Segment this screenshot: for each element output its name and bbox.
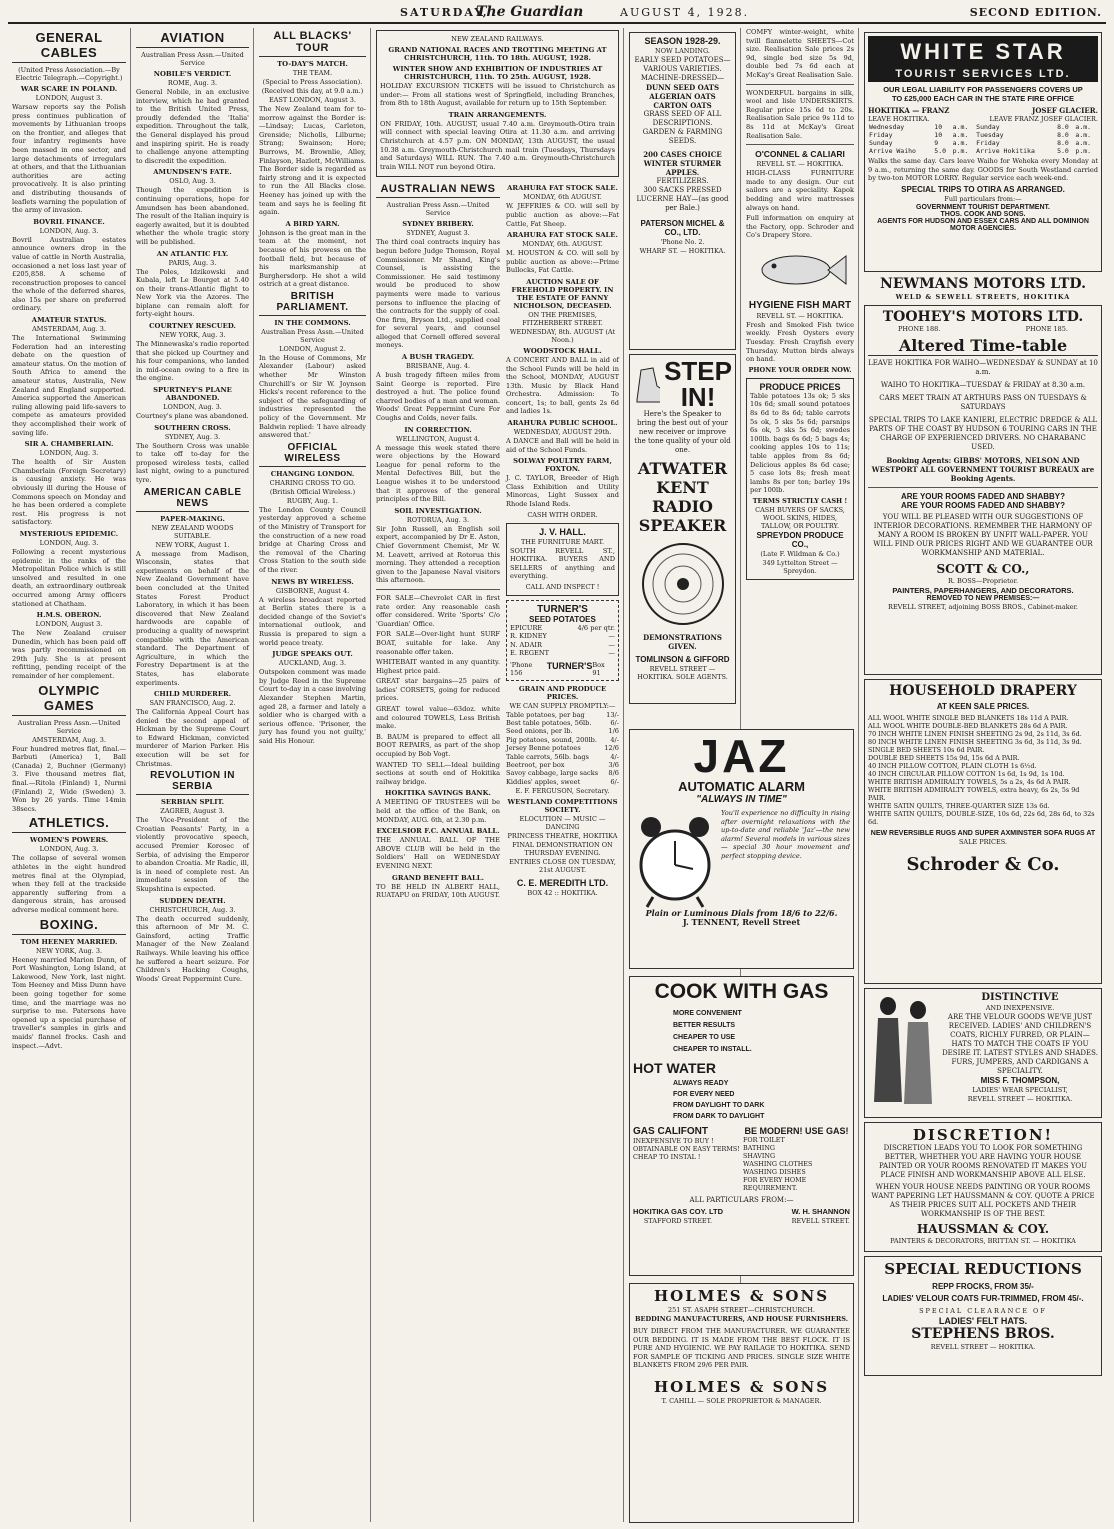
hall-ad: J. V. HALL. THE FURNITURE MART. SOUTH REVELL ST., HOKITIKA. BUYERS AND SELLERS of anything and everything. CALL AND INSPECT ! bbox=[506, 523, 619, 596]
produce-prices-ad: PRODUCE PRICES Table potatoes 13s ok; 5 sks 10s 6d; small sound potatoes 8s 6d to 8s 6d; table carrots 5s ok, 5 sks 5s 6d; parsnips 6s ok, 5 sks 5s 6d; swedes 100lb. bags 6s 6d; 5 bags 4s; cooking apples 10s to 11s; table apples from 8s 6d; Delicious apples 8s 6d case; 5 case lots 8s; fresh meat lambs 8s per ton; barley 19s per 100lb. TERMS STRICTLY CASH ! CASH BUYERS OF SACKS, WOOL SKINS, HIDES, TALLOW, OR POULTRY. SPREYDON PRODUCE CO., (Late F. Wildman & Co.) 349 Lyttelton Street — Spreydon. bbox=[746, 378, 854, 580]
column-railways-australian bbox=[372, 28, 623, 1522]
price-row: Kiddies' apples, sweet 6/- bbox=[506, 777, 619, 786]
price-row: Table potatoes, per bag 13/- bbox=[506, 710, 619, 719]
underskirts-ad: WONDERFUL bargains in silk, wool and lisle UNDERSKIRTS. Regular price 15s 6d to 20s. Realisation Sale price 9s 11d to 8s 11d at McKay's Great Realisation Sale. bbox=[746, 88, 854, 140]
classified-ad: B. BAUM is prepared to effect all BOOT REPAIRS, as part of the shop occupied by Bob Vogt. bbox=[376, 732, 500, 759]
local-advertisements: ARAHURA FAT STOCK SALE. MONDAY, 6th AUGUST. W. JEFFRIES & CO. will sell by public auction as above:—Fat Cattle, Fat Sheep. ARAHURA FAT STOCK SALE. MONDAY, 6th. AUGUST. M. HOUSTON & CO. will sell by public auction as above:—Prime Bullocks, Fat Cattle. AUCTION SALE OF FREEHOLD PROPERTY. IN THE ESTATE OF FANNY NICHOLSON, DECEASED. ON THE PREMISES, FITZHERBERT STREET. WEDNESDAY, 8th. AUGUST (At Noon.) WOODSTOCK HALL. A CONCERT AND BALL in aid of the School Funds will be held in the School, MONDAY, AUGUST 13th. Music by Black Hand Orchestra. Admission: To concert, 1s; to ball, gents 2s 6d and ladies 1s. ARAHURA PUBLIC SCHOOL. WEDNESDAY, AUGUST 29th. A DANCE and Ball will be held in aid of the School Funds. SOLWAY POULTRY FARM, FOXTON. J. C. TAYLOR, Breeder of High Class Exhibition and Utility Minorcas, Light Sussex and Rhode Island Reds. CASH WITH ORDER. J. V. HALL. THE FURNITURE MART. SOUTH REVELL ST., HOKITIKA. BUYERS AND SELLERS of anything and everything. CALL AND INSPECT ! TURNER'S SEED POTATOES EPICURE 4/6 per qtr. R. KIDNEY — N. ADAIR — E. REGENT — 'Phone 156 TURNER'S Box 91 GRAIN AND PRODUCE PRICES. WE CAN SUPPLY PROMPTLY:— Table potatoes, per bag 13/- Best table potatoes, 56lb. 6/- Seed onions, per lb. 1/6 Pig potatoes, sound, 200lb. 4/- Jersey Benne potatoes 12/6 Table carrots, 56lb. bags 4/- Beetroot, per box 3/6 Savoy cabbage, large sacks 8/6 Kiddies' apples, sweet 6/- E. F. FERGUSON, Secretary. WESTLAND COMPETITIONS SOCIETY. ELOCUTION — MUSIC — DANCING PRINCESS THEATRE, HOKITIKA FINAL DEMONSTRATION ON THURSDAY EVENING. ENTRIES CLOSE ON TUESDAY, 21st AUGUST. C. E. MEREDITH LTD. BOX 42 :: HOKITIKA. bbox=[506, 184, 619, 898]
cook-with-gas-ad: COOK WITH GAS MORE CONVENIENT BETTER RESULTS CHEAPER TO USE CHEAPER TO INSTALL. HOT WATER ALWAYS READY FOR EVERY NEED FROM DAYLIGHT TO DARK FROM DARK TO DAYLIGHT GAS CALIFONT INEXPENSIVE TO BUY ! OBTAINABLE ON EASY TERMS! CHEAP TO INSTAL ! BE MODERN! USE GAS! FOR TOILET BATHING SHAVING WASHING CLOTHES WASHING DISHES FOR EVERY HOME REQUIREMENT. ALL PARTICULARS FROM:— HOKITIKA GAS COY. LTD STAFFORD STREET. W. H. SHANNON REVELL STREET. bbox=[629, 976, 854, 1276]
story: The New Zealand team for to-morrow against the Border is:—Lindsay; Lucas, Carleton, Grenside; Nicholls, Lilburne; Strang; Swainson; Hore; Burrows, M. Brownlie, Alley, Finlayson, Hazlett, McWilliams. The Border side is regarded as fairly strong and it is expected to run the All Blacks close. Heeney has joined up with the team and says he is feeling fit again. bbox=[259, 105, 366, 217]
white-star-timetable bbox=[868, 123, 1098, 155]
newmans-motors-ad: NEWMANS MOTORS LTD. WELD & SEWELL STREETS, HOKITIKA bbox=[880, 276, 1086, 301]
classified-ad: GREAT star bargains—25 pairs of ladies' CORSETS, going for reduced prices. bbox=[376, 677, 500, 703]
white-star-ad: WHITE STAR TOURIST SERVICES LTD. OUR LEGAL LIABILITY FOR PASSENGERS COVERS UP TO £25,000 EACH CAR IN THE STATE FIRE OFFICE HOKITIKA — FRANZ JOSEF GLACIER. LEAVE HOKITIKA. LEAVE FRANZ JOSEF GLACIER. Wednesday 10 a.m. Sunday 8.0 a.m. Friday 10 a.m. Tuesday 8.0 a.m. Sunday 9 a.m. Friday 8.0 a.m. Arrive Waiho 5.0 p.m. Arrive Hokitika 5.0 p.m. Walks the same day. Cars leave Waiho for Weheka every Monday at 9 a.m., returning the same day. GOODS for South Westland carried by two-ton MOTOR LORRY. Regular service each week-end. SPECIAL TRIPS TO OTIRA AS ARRANGED. Full particulars from:— GOVERNMENT TOURIST DEPARTMENT. THOS. COOK AND SONS. AGENTS FOR HUDSON AND ESSEX CARS AND ALL DOMINION MOTOR AGENCIES. bbox=[864, 32, 1102, 272]
story: AN ATLANTIC FLY. PARIS, Aug. 3. The Poles, Idzikowski and Kubala, left Le Bourget at 5.40 on their trans-Atlantic flight to New York via the Azores. The biplane can remain aloft for forty-eight hours. bbox=[136, 249, 249, 319]
railways-notice: NEW ZEALAND RAILWAYS. GRAND NATIONAL RACES AND TROTTING MEETING AT CHRISTCHURCH, 11th. TO 18th. AUGUST, 1928. WINTER SHOW AND EXHIBITION OF INDUSTRIES AT CHRISTCHURCH, 11th. TO 25th. AUGUST, 1928. HOLIDAY EXCURSION TICKETS will be issued to Christchurch as under:— From all stations west of Springfield, including Branches, from 8th to 18th August, available for return up to 15th September. TRAIN ARRANGEMENTS. ON FRIDAY, 10th. AUGUST, usual 7.40 a.m. Greymouth-Otira train will connect with special leaving Otira at 11.30 a.m. and arriving Christchurch at 4.57 p.m. ON MONDAY, 13th AUGUST, the usual 10.38 a.m. Greymouth-Christchurch mail train (Tuesdays, Thursdays and Saturdays) WILL RUN. The 7.40 a.m. Greymouth-Christchurch train WILL NOT run beyond Otira. bbox=[376, 30, 619, 177]
story: The death occurred suddenly, this afternoon of Mr M. C. Gainsford, acting Traffic Manager of the New Zealand Railways. While leaving his office he suffered a heart seizure. For Children's Hacking Coughs, Woods' Great Peppermint Cure. bbox=[136, 914, 249, 983]
story: MYSTERIOUS EPIDEMIC. LONDON, Aug. 3. Following a recent mysterious epidemic in the ranks of the Metropolitan Police which is still unsolved and resulted in one death, an extraordinary outbreak occurred among Army officers stationed at Chatham. bbox=[12, 529, 126, 608]
fish-icon bbox=[750, 242, 850, 298]
classified-ad: WHITEBAIT wanted in any quantity. Highest price paid. bbox=[376, 658, 500, 675]
fish-mart-title: HYGIENE FISH MART bbox=[748, 299, 852, 311]
section-heading: AMERICAN CABLE NEWS bbox=[136, 487, 249, 512]
story: The California Appeal Court has denied the second appeal of Hickman by the Supreme Court to Edward Hickman, convicted murderer of Marion Parker. His execution will be set for Christmas. bbox=[136, 708, 249, 768]
column-all-blacks: ALL BLACKS' TOUR TO-DAY'S MATCH. THE TEAM. (Special to Press Association). (Received this day, at 9.0 a.m.) EAST LONDON, August 3. The New Zealand team for to-morrow against the Border is:—Lindsay; Lucas, Carleton, Grenside; Nicholls, Lilburne; Strang; Swainson; Hore; Burrows, M. Brownlie, Alley, Finlayson, Hazlett, McWilliams. The Border side is regarded as fairly strong and it is expected to run the All Blacks close. Heeney has joined up with the team and says he is feeling fit again. A BIRD YARN. Johnson is the great man in the team at the moment, not because of his prowess on the football field, but because of his marksmanship at Burghersdorp. He shot a wild ostrich at a great distance. BRITISH PARLIAMENT. IN THE COMMONS. Australian Press Assn.—United Service LONDON, August 2. In the House of Commons, Mr Alexander (Labour) asked whether Mr Winston Churchill's or Sir W. Joynson Hicks's recent reference to the subject of the safeguarding of industries represented the policy of the Government. Mr Baldwin replied: 'I have already answered that.' OFFICIAL WIRELESS CHANGING LONDON. CHARING CROSS TO GO. (British Official Wireless.) RUGBY, Aug. 1. The London County Council yesterday approved a scheme of the Ministry of Transport for the construction of a new road bridge at Charing Cross and the removal of the Charing Cross Station to the south side of the river. NEWS BY WIRELESS. GISBORNE, August 4. A wireless broadcast reported at Berlin states there is a decided change of the Soviet's international outlook, and Russia is prepared to sign a world peace treaty. JUDGE SPEAKS OUT. AUCKLAND, Aug. 3. Outspoken comment was made by Judge Reed in the Supreme Court to-day in a case involving Alexander Stephen Martin, aged 28, a farmer and lately a soldier who is charged with a serious offence. 'Prisoner, the jury has found you not guilty,' said His Honour. bbox=[259, 30, 366, 745]
jaz-alarm-ad: JAZ AUTOMATIC ALARM "ALWAYS IN TIME" You'll experience no difficulty in rising after overnight relaxations with the up-to-date and reliable 'Jaz'—the new alarm! Several models in various sizes — special 30 hour movement and perfect stopping device. Plain or Luminous Dials from 18/6 to 22/6. J. TENNENT, Revell Street bbox=[629, 729, 854, 969]
credit-line: (United Press Association.—By Electric Telegraph.—Copyright.) bbox=[15, 66, 123, 82]
price-row: Savoy cabbage, large sacks 8/6 bbox=[506, 769, 619, 778]
price-row: Jersey Benne potatoes 12/6 bbox=[506, 744, 619, 753]
household-drapery-ad: HOUSEHOLD DRAPERY AT KEEN SALE PRICES. ALL WOOL WHITE SINGLE BED BLANKETS 18s 11d A PAIR. ALL WOOL WHITE DOUBLE-BED BLANKETS 28s 6d A PAIR. 70 INCH WHITE LINEN FINISH SHEETING 2s 9d, 2s 11d, 3s 6d. 80 INCH WHITE LINEN FINISH SHEETING 3s 6d, 3s 11d, 3s 9d. SINGLE BED SHEETS 10s 6d PAIR. DOUBLE BED SHEETS 15s 9d, 15s 6d A PAIR. 40 INCH PILLOW COTTON, PLAIN CLOTH 1s 6½d. 40 INCH CIRCULAR PILLOW COTTON 1s 6d, 1s 9d, 1s 10d. WHITE BRITISH ADMIRALTY TOWELS, 5s a 2s, 4s 6d A PAIR. WHITE BRITISH ADMIRALTY TOWELS, extra heavy, 6s 2s, 5s 9d PAIR. WHITE SATIN QUILTS, THREE-QUARTER SIZE 13s 6d. WHITE SATIN QUILTS, DOUBLE-SIZE, 10s 6d, 22s 6d, 28s 6d, to 32s 6d. NEW REVERSIBLE RUGS AND SUPER AXMINSTER SOFA RUGS AT SALE PRICES. Schroder & Co. bbox=[864, 679, 1102, 984]
masthead-edition: SECOND EDITION. bbox=[969, 6, 1102, 19]
column-advertisements-b: COMFY winter-weight, white twill flannelette SHEETS—Cot size. Realisation Sale prices 2s 9d, single bed size 5s 9d, double bed 7s 6d each at McKay's Great Realisation Sale. WONDERFUL bargains in silk, wool and lisle UNDERSKIRTS. Regular price 15s 6d to 20s. Realisation Sale price 9s 11d to 8s 11d at McKay's Great Realisation Sale. O'CONNEL & CALIARI REVELL ST. — HOKITIKA. HIGH-CLASS FURNITURE made to any design. Our cut sailors are a speciality. Kapok bedding and wire mattresses always on hand. Full information on enquiry at the Factory, opp. Schroder and Co's Drapery Store. HYGIENE FISH MART REVELL ST. — HOKITIKA. Fresh and Smoked Fish twice weekly. Fresh Oysters every Tuesday. Fresh Crayfish every Thursday. Mutton birds always on hand. PHONE YOUR ORDER NOW. PRODUCE PRICES Table potatoes 13s ok; 5 sks 10s 6d; small sound potatoes 8s 6d to 8s 6d; table carrots 5s ok, 5 sks 5s 6d; parsnips 6s ok, 5 sks 5s 6d; swedes 100lb. bags 6s 6d; 5 bags 4s; cooking apples 10s to 11s; table apples from 8s 6d; Delicious apples 8s 6d case; 5 case lots 8s; fresh meat lambs 8s per ton; barley 19s per 100lb. TERMS STRICTLY CASH ! CASH BUYERS OF SACKS, WOOL SKINS, HIDES, TALLOW, OR POULTRY. SPREYDON PRODUCE CO., (Late F. Wildman & Co.) 349 Lyttelton Street — Spreydon. bbox=[742, 28, 858, 718]
masthead-date: AUGUST 4, 1928. bbox=[620, 6, 750, 19]
story: A bush tragedy fifteen miles from Saint George is reported. Fire destroyed a hut. The police found charred bodies of a man and woman. Woods' Great Peppermint Cure For Coughs and Colds, never fails. bbox=[376, 371, 500, 423]
story: SOUTHERN CROSS. SYDNEY, Aug. 3. The Southern Cross was unable to take off to-day for the proposed wireless tests, called last night, owing to a punctured tyre. bbox=[136, 423, 249, 484]
story: H.M.S. OBERON. LONDON, August 3. The New Zealand cruiser Dunedin, which has been paid off was partly recommissioned on 29th July. She is at present refitting, pending receipt of the remainder of her complement. bbox=[12, 611, 126, 681]
classified-ad: TO BE HELD IN ALBERT HALL, RUATAPU on FRIDAY, 10th AUGUST. bbox=[376, 882, 500, 900]
section-heading: BOXING. bbox=[12, 917, 126, 935]
classified-ad: A MEETING OF TRUSTEES will be held at the office of the Bank, on MONDAY, AUG. 6th, at 2.30 p.m. bbox=[376, 798, 500, 824]
classified-ad: WANTED TO SELL—Ideal building sections at south end of Hokitika railway bridge. bbox=[376, 760, 500, 786]
story: Heeney married Marion Dunn, of Port Washington, Long Island, at Lakewood, New York, last night. Tom Heeney and Miss Dunn have been going together for some time, and the marriage was no surprise to me. Patersons have opened up a special purchase of traveller's samples in girls and maids' flannel frocks. Cash and inspect.—Advt. bbox=[12, 955, 126, 1050]
stephens-bros-ad: SPECIAL REDUCTIONS REPP FROCKS, FROM 35/- LADIES' VELOUR COATS FUR-TRIMMED, FROM 45/-. SPECIAL CLEARANCE OF LADIES' FELT HATS. STEPHENS BROS. REVELL STREET — HOKITIKA. bbox=[864, 1256, 1102, 1376]
tooheys-motors-ad: TOOHEY'S MOTORS LTD. PHONE 188. PHONE 185. Altered Time-table LEAVE HOKITIKA FOR WAIHO—WEDNESDAY & SUNDAY at 10 a.m. WAIHO TO HOKITIKA—TUESDAY & FRIDAY at 8.30 a.m. CARS MEET TRAIN AT ARTHURS PASS ON TUESDAYS & SATURDAYS SPECIAL TRIPS TO LAKE KANIERI, ELECTRIC DREDGE & ALL PARTS OF THE COAST BY HUDSON 6 TOURING CARS IN THE CHARGE OF EXPERIENCED DRIVERS. NO CHARABANC USED. Booking Agents: GIBBS' MOTORS, NELSON AND WESTPORT ALL GOVERNMENT TOURIST BUREAUX are Booking Agents. ARE YOUR ROOMS FADED AND SHABBY? ARE YOUR ROOMS FADED AND SHABBY? YOU WILL BE PLEASED WITH OUR SUGGESTIONS OF INTERIOR DECORATIONS. REMEMBER THE HARMONY OF MANY A ROOM IS BROKEN BY UNFIT WALL-PAPER. YOU WILL FIND OUR PRICES RIGHT AND WE GUARANTEE OUR WORKMANSHIP AND MATERIAL. SCOTT & CO., R. BOSS—Proprietor. PAINTERS, PAPERHANGERS, AND DECORATORS. REMOVED TO NEW PREMISES:— REVELL STREET, adjoining BOSS BROS., Cabinet-maker. bbox=[864, 305, 1102, 675]
story: BOVRIL FINANCE. LONDON, Aug. 3. Bovril Australian estates announce owners drop in the value of cattle in North Australia, occasioned a net loss last year of £205,858. A scheme of reconstruction proposes to cancel the whole of the deferred shares, also 15s per share on preferred ordinary. bbox=[12, 217, 126, 313]
masthead bbox=[8, 4, 1106, 24]
classified-ad: GREAT towel value—63doz. white and coloured TOWELS, Less British make. bbox=[376, 705, 500, 731]
section-heading: OLYMPIC GAMES bbox=[12, 683, 126, 716]
column-advertisements-c bbox=[860, 28, 1106, 1522]
speaker-icon bbox=[638, 539, 728, 629]
story: The collapse of several women athletes in the eight hundred metres final at the Olympiad, when they fell at the trackside apparently suffering from a dangerous strain, has aroused adverse medical comment here. bbox=[12, 854, 126, 914]
table-row: Arrive Waiho 5.0 p.m. Arrive Hokitika 5.0 p.m. bbox=[869, 147, 1092, 155]
price-row: Table carrots, 56lb. bags 4/- bbox=[506, 752, 619, 761]
column-rule bbox=[858, 28, 859, 1522]
section-heading: REVOLUTION IN SERBIA bbox=[136, 770, 249, 795]
event-ad: A DANCE and Ball will be held in aid of the School Funds. bbox=[506, 437, 619, 454]
story: Johnson is the great man in the team at the moment, not because of his prowess on the football field, but because of his marksmanship at Burghersdorp. He shot a wild ostrich at a great distance. bbox=[259, 228, 366, 289]
section-heading: ATHLETICS. bbox=[12, 815, 126, 833]
price-row: Best table potatoes, 56lb. 6/- bbox=[506, 719, 619, 728]
shoe-icon bbox=[633, 362, 660, 406]
section-heading: AUSTRALIAN NEWS bbox=[376, 183, 500, 198]
price-row: E. REGENT — bbox=[510, 649, 615, 658]
story: A message from Madison, Wisconsin, states that experiments on behalf of the New Zealand Government have been concluded at the United States Forest Product Laboratory, in which it has been discovered that New Zealand hardwoods are capable of producing a quality of newsprint compatible with the American standard. The Department of Agriculture, in which the Forestry Department is at the States, has elaborate experiments. bbox=[136, 549, 249, 687]
haussman-discretion-ad: DISCRETION! DISCRETION LEADS YOU TO LOOK FOR SOMETHING BETTER, WHETHER YOU ARE HAVING YOUR HOUSE PAINTED OR YOUR ROOMS RENOVATED IT MAKES YOU PLACE FINISH AND WORKMANSHIP ABOVE ALL ELSE. WHEN YOUR HOUSE NEEDS PAINTING OR YOUR ROOMS WANT PAPERING LET HAUSSMANN & COY. QUOTE A PRICE AS THEIR PRICES SUIT ALL POCKETS AND THEIR WORKMANSHIP IS OF THE BEST. HAUSSMAN & COY. PAINTERS & DECORATORS, BRITTAN ST. — HOKITIKA bbox=[864, 1122, 1102, 1252]
holmes-sons-ad: HOLMES & SONS 251 ST. ASAPH STREET—CHRISTCHURCH. BEDDING MANUFACTURERS, AND HOUSE FURNISHERS. BUY DIRECT FROM THE MANUFACTURER. WE GUARANTEE OUR BEDDING. IT IS MADE FROM THE BEST FLOCK. IT IS PURE AND HYGIENIC. WE PAY RAILAGE TO HOKITIKA. SEND FOR SAMPLE OF TICKING AND PRICES. SINGLE SIZE WHITE BLANKETS FROM 29/6 PER PAIR. HOLMES & SONS T. CAHILL — SOLE PROPRIETOR & MANAGER. bbox=[629, 1283, 854, 1523]
miss-thompson-ad: DISTINCTIVE AND INEXPENSIVE. ARE THE VELOUR GOODS WE'VE JUST RECEIVED. LADIES' AND CHILDREN'S COATS, RICHLY FURRED, OR PLAIN—HATS TO MATCH THE COATS IF YOU DESIRE IT. LATEST STYLES AND SHADES. FURS, JUMPERS, AND CARDIGANS A SPECIALITY. MISS F. THOMPSON, LADIES' WEAR SPECIALIST, REVELL STREET — HOKITIKA. bbox=[864, 988, 1102, 1118]
event-ad: A CONCERT AND BALL in aid of the School Funds will be held in the School, MONDAY, AUGUST 13th. Music by Black Hand Orchestra. Admission: To concert, 1s; to ball, gents 2s 6d and ladies 1s. bbox=[506, 355, 619, 416]
story: AMATEUR STATUS. AMSTERDAM, Aug. 3. The International Swimming Federation had an interesting debate on the question of amateur status. On the motion of South Africa to amend the amateur status, Australia, New Zealand and England supported. America supported the American ruling allowing paid life-savers to compete as amateurs provided they accomplished their work of saving life. bbox=[12, 316, 126, 437]
column-rule bbox=[130, 28, 131, 1522]
classified-ad: FOR SALE—Chevrolet CAR in first rate order. Any reasonable cash offer considered. Write 'Sports' C/o 'Guardian' Office. bbox=[376, 593, 500, 628]
story: COURTNEY RESCUED. NEW YORK, Aug. 3. The Minnewaska's radio reported that she picked up Courtney and his four companions, who landed in mid-ocean owing to a fire in the engine. bbox=[136, 322, 249, 383]
story: Sir John Russell, an English soil expert, accompanied by Dr E. Aston, Chief Government Chemist, Mr W. M. Leavett, arrived at Rotorua this morning. They attended a reception given to the Japanese Naval visitors this afternoon. bbox=[376, 524, 500, 585]
season-seed-ad: SEASON 1928-29. NOW LANDING. EARLY SEED POTATOES— VARIOUS VARIETIES. MACHINE-DRESSED— DUNN SEED OATS ALGERIAN OATS CARTON OATS GRASS SEED OF ALL DESCRIPTIONS. GARDEN & FARMING SEEDS. 200 CASES CHOICE WINTER STURMER APPLES. FERTILIZERS. 300 SACKS PRESSED LUCERNE HAY—(as good per Bale.) PATERSON MICHEL & CO., LTD. 'Phone No. 2. WHARF ST. — HOKITIKA. bbox=[629, 32, 736, 350]
price-row: EPICURE 4/6 per qtr. bbox=[510, 624, 615, 632]
section-heading: OFFICIAL WIRELESS bbox=[259, 442, 366, 467]
auction-ad: M. HOUSTON & CO. will sell by public auction as above:—Prime Bullocks, Fat Cattle. bbox=[506, 249, 619, 275]
column-rule bbox=[370, 28, 371, 1522]
story: NOBILE'S VERDICT. ROME, Aug. 3. General Nobile, in an exclusive interview, which he had granted to the British United Press, proudly defended the 'Italia' expedition. Throughout the talk, the General displayed his proud and inspiring spirit. He is ready to challenge anyone attempting to discredit the expedition. bbox=[136, 70, 249, 165]
masthead-title: The Guardian bbox=[476, 4, 584, 20]
section-heading: BRITISH PARLIAMENT. bbox=[259, 291, 366, 316]
price-row: Beetroot, per box 3/6 bbox=[506, 761, 619, 770]
price-row: N. ADAIR — bbox=[510, 640, 615, 649]
column-rule bbox=[623, 28, 624, 1522]
story: The third coal contracts inquiry has begun before Judge Thomson, Royal Commissioner. Mr Shand, King's Counsel, is assisting the Commissioner. He said testimony would be produced to show payments were made to various persons to influence the placing of the contracts for the supply of coal. One firm, Bryson Ltd., supplied coal for several years, and counsel alleged that Cornell offered several moneys. bbox=[376, 238, 500, 350]
section-heading: AVIATION bbox=[136, 30, 249, 48]
column-general-cables: GENERAL CABLES (United Press Association.—By Electric Telegraph.—Copyright.) WAR SCARE IN POLAND. LONDON, August 3. Warsaw reports say the Polish press continues publication of movements by Lithuanian troops on the frontier, and alleges that four infantry regiments have been massed in one sector, and large detachments of irregulars at others, and that the Lithuanian authorities are acting provocatively. It is also printing and distributing thousands of leaflets warning the population of the army of invasion. BOVRIL FINANCE. LONDON, Aug. 3. Bovril Australian estates announce owners drop in the value of cattle in North Australia, occasioned a net loss last year of £205,858. A scheme of reconstruction proposes to cancel the whole of the deferred shares, also 15s per share on preferred ordinary. AMATEUR STATUS. AMSTERDAM, Aug. 3. The International Swimming Federation had an interesting debate on the question of amateur status. On the motion of South Africa to amend the amateur status, Australia, New Zealand and England supported. America supported the American ruling allowing paid life-savers to compete as amateurs provided they accomplished their work of saving life. SIR A. CHAMBERLAIN. LONDON, Aug. 3. The health of Sir Austen Chamberlain (Foreign Secretary) is causing anxiety. He was obviously ill during the House of Commons speech on Monday and he has been ordered a complete rest. His progress is not satisfactory. MYSTERIOUS EPIDEMIC. LONDON, Aug. 3. Following a recent mysterious epidemic in the ranks of the Metropolitan Police which is still unsolved and resulted in one death, an extraordinary outbreak occurred among Army officers stationed at Chatham. H.M.S. OBERON. LONDON, August 3. The New Zealand cruiser Dunedin, which has been paid off was partly recommissioned on 29th July. She is at present refitting, pending receipt of the remainder of her complement. OLYMPIC GAMES Australian Press Assn.—United Service AMSTERDAM, Aug. 3. Four hundred metres flat, final.—Barbuti (America) 1, Ball (Canada) 2, Buchner (Germany) 3. Five thousand metres flat, final.—Ritola (Finland) 1, Nurmi (Finland) 2, Wide (Sweden) 3. Won by 26 yards. Time 14min 38secs. ATHLETICS. WOMEN'S POWERS. LONDON, Aug. 3. The collapse of several women athletes in the eight hundred metres final at the Olympiad, when they fell at the trackside apparently suffering from a dangerous strain, has aroused adverse medical comment here. BOXING. TOM HEENEY MARRIED. NEW YORK, Aug. 3. Heeney married Marion Dunn, of Port Washington, Long Island, at Lakewood, New York, last night. Tom Heeney and Miss Dunn have been going together for some time, and the marriage was no surprise to me. Patersons have opened up a special purchase of traveller's samples in girls and maids' flannel frocks. Cash and inspect.—Advt. bbox=[12, 30, 126, 1050]
story: Outspoken comment was made by Judge Reed in the Supreme Court to-day in a case involving Alexander Stephen Martin, aged 28, a farmer and lately a soldier who is charged with a serious offence. 'Prisoner, the jury has found you not guilty,' said His Honour. bbox=[259, 668, 366, 745]
story: In the House of Commons, Mr Alexander (Labour) asked whether Mr Winston Churchill's or Sir W. Joynson Hicks's recent reference to the subject of the safeguarding of industries represented the policy of the Government. Mr Baldwin replied: 'I have already answered that.' bbox=[259, 353, 366, 440]
masthead-day: SATURDAY, bbox=[400, 6, 489, 19]
table-row: Wednesday 10 a.m. Sunday 8.0 a.m. bbox=[869, 123, 1092, 131]
poultry-ad: J. C. TAYLOR, Breeder of High Class Exhibition and Utility Minorcas, Light Sussex and Rhode Island Reds. bbox=[506, 474, 619, 509]
price-row: R. KIDNEY — bbox=[510, 632, 615, 641]
price-row: Seed onions, per lb. 1/6 bbox=[506, 727, 619, 736]
story: WAR SCARE IN POLAND. LONDON, August 3. Warsaw reports say the Polish press continues publication of movements by Lithuanian troops on the frontier, and alleges that four infantry regiments have been massed in one sector, and large detachments of irregulars at others, and that the Lithuanian authorities are acting provocatively. It is also printing and distributing thousands of leaflets warning the population of the army of invasion. bbox=[12, 85, 126, 215]
white-star-logo: WHITE STAR bbox=[868, 36, 1098, 68]
price-row: Pig potatoes, sound, 200lb. 4/- bbox=[506, 735, 619, 744]
story: SIR A. CHAMBERLAIN. LONDON, Aug. 3. The health of Sir Austen Chamberlain (Foreign Secretary) is causing anxiety. He was obviously ill during the House of Commons speech on Monday and he has been ordered a complete rest. His progress is not satisfactory. bbox=[12, 440, 126, 527]
sheets-ad: COMFY winter-weight, white twill flannelette SHEETS—Cot size. Realisation Sale prices 2s 9d, single bed size 5s 9d, double bed 7s 6d each at McKay's Great Realisation Sale. bbox=[746, 28, 854, 79]
alarm-clock-icon bbox=[633, 809, 717, 909]
story: Four hundred metres flat, final.—Barbuti (America) 1, Ball (Canada) 2, Buchner (Germany) 3. Five thousand metres flat, final.—Ritola (Finland) 1, Nurmi (Finland) 2, Wide (Sweden) 3. Won by 26 yards. Time 14min 38secs. bbox=[12, 744, 126, 813]
section-heading: GENERAL CABLES bbox=[12, 30, 126, 63]
table-row: Friday 10 a.m. Tuesday 8.0 a.m. bbox=[869, 131, 1092, 139]
turners-seed-potatoes-ad: TURNER'S SEED POTATOES EPICURE 4/6 per qtr. R. KIDNEY — N. ADAIR — E. REGENT — 'Phone 156 TURNER'S Box 91 bbox=[506, 600, 619, 681]
section-heading: ALL BLACKS' TOUR bbox=[259, 30, 366, 57]
classified-ad: FOR SALE—Over-light hunt SURF BOAT, suitable for lake. Any reasonable offer taken. bbox=[376, 630, 500, 656]
classified-ad: THE ANNUAL BALL OF THE ABOVE CLUB will be held in the Soldiers' Hall on WEDNESDAY EVENING NEXT. bbox=[376, 836, 500, 870]
story: The London County Council yesterday approved a scheme of the Ministry of Transport for the construction of a new road bridge at Charing Cross and the removal of the Charing Cross Station to the south side of the river. bbox=[259, 505, 366, 574]
meredith-ad: C. E. MEREDITH LTD. bbox=[516, 878, 609, 889]
story: SPURTNEY'S PLANE ABANDONED. LONDON, Aug. 3. Courtney's plane was abandoned. bbox=[136, 386, 249, 421]
fashion-figures-icon bbox=[868, 992, 938, 1112]
table-row: Sunday 9 a.m. Friday 8.0 a.m. bbox=[869, 139, 1092, 147]
australian-news: AUSTRALIAN NEWS Australian Press Assn.—United Service SYDNEY BRIBERY. SYDNEY, August 3. The third coal contracts inquiry has begun before Judge Thomson, Royal Commissioner. Mr Shand, King's Counsel, is assisting the Commissioner. He said testimony would be produced to show payments were made to various persons to influence the placing of the contracts for the supply of coal. One firm, Bryson Ltd., supplied coal for several years, and counsel alleged that Cornell offered several moneys. A BUSH TRAGEDY. BRISBANE, Aug. 4. A bush tragedy fifteen miles from Saint George is reported. Fire destroyed a hut. The police found charred bodies of a man and woman. Woods' Great Peppermint Cure For Coughs and Colds, never fails. IN CORRECTION. WELLINGTON, August 4. A message this week stated there were objections by the Howard League for penal reform to the Mental Defectives Bill, but the League wishes it to be understood that it approves of the general principles of the Bill. SOIL INVESTIGATION. ROTORUA, Aug. 3. Sir John Russell, an English soil expert, accompanied by Dr E. Aston, Chief Government Chemist, Mr W. M. Leavett, arrived at Rotorua this morning. They attended a reception given to the Japanese Naval visitors this afternoon. FOR SALE—Chevrolet CAR in first rate order. Any reasonable cash offer considered. Write 'Sports' C/o 'Guardian' Office. FOR SALE—Over-light hunt SURF BOAT, suitable for lake. Any reasonable offer taken. WHITEBAIT wanted in any quantity. Highest price paid. GREAT star bargains—25 pairs of ladies' CORSETS, going for reduced prices. GREAT towel value—63doz. white and coloured TOWELS, Less British make. B. BAUM is prepared to effect all BOOT REPAIRS, as part of the shop occupied by Bob Vogt. WANTED TO SELL—Ideal building sections at south end of Hokitika railway bridge. HOKITIKA SAVINGS BANK. A MEETING OF TRUSTEES will be held at the office of the Bank, on MONDAY, AUG. 6th, at 2.30 p.m. EXCELSIOR F.C. ANNUAL BALL. THE ANNUAL BALL OF THE ABOVE CLUB will be held in the Soldiers' Hall on WEDNESDAY EVENING NEXT. GRAND BENEFIT BALL. TO BE HELD IN ALBERT HALL, RUATAPU on FRIDAY, 10th AUGUST. bbox=[376, 183, 500, 900]
furniture-firm: O'CONNEL & CALIARI bbox=[755, 149, 845, 160]
story: A wireless broadcast reported at Berlin states there is a decided change of the Soviet's international outlook, and Russia is prepared to sign a world peace treaty. bbox=[259, 595, 366, 647]
auction-ad: W. JEFFRIES & CO. will sell by public auction as above:—Fat Cattle, Fat Sheep. bbox=[506, 202, 619, 228]
column-rule bbox=[253, 28, 254, 1522]
column-aviation: AVIATION Australian Press Assn.—United Service NOBILE'S VERDICT. ROME, Aug. 3. General Nobile, in an exclusive interview, which he had granted to the British United Press, proudly defended the 'Italia' expedition. Throughout the talk, the General displayed his proud and inspiring spirit. He is ready to challenge anyone attempting to discredit the expedition. AMUNDSEN'S FATE. OSLO, Aug. 3. Though the expedition is continuing operations, hope for Amundsen has been abandoned. The result of the Italian inquiry is eagerly awaited, but it is doubted whether the whole tragic story will be published. AN ATLANTIC FLY. PARIS, Aug. 3. The Poles, Idzikowski and Kubala, left Le Bourget at 5.40 on their trans-Atlantic flight to New York via the Azores. The biplane can remain aloft for forty-eight hours. COURTNEY RESCUED. NEW YORK, Aug. 3. The Minnewaska's radio reported that she picked up Courtney and his four companions, who landed in mid-ocean owing to a fire in the engine. SPURTNEY'S PLANE ABANDONED. LONDON, Aug. 3. Courtney's plane was abandoned. SOUTHERN CROSS. SYDNEY, Aug. 3. The Southern Cross was unable to take off to-day for the proposed wireless tests, called last night, owing to a punctured tyre. AMERICAN CABLE NEWS PAPER-MAKING. NEW ZEALAND WOODS SUITABLE. NEW YORK, August 1. A message from Madison, Wisconsin, states that experiments on behalf of the New Zealand Government have been concluded at the United States Forest Product Laboratory, in which it has been discovered that New Zealand hardwoods are capable of producing a quality of newsprint compatible with the American standard. The Department of Agriculture, in which the Forestry Department is at the States, has elaborate experiments. CHILD MURDERER. SAN FRANCISCO, Aug. 2. The California Appeal Court has denied the second appeal of Hickman by the Supreme Court to Edward Hickman, convicted murderer of Marion Parker. His execution will be set for Christmas. REVOLUTION IN SERBIA SERBIAN SPLIT. ZAGREB, August 3. The Vice-President of the Croatian Peasants' Party, in a violently provocative speech, accused Premier Korosec of Serbia, of advising the Emperor to abandon Croatia. Mr Radic, ill, is in need of complete rest. An immediate session of the Skupshtina is expected. SUDDEN DEATH. CHRISTCHURCH, Aug. 3. The death occurred suddenly, this afternoon of Mr M. C. Gainsford, acting Traffic Manager of the New Zealand Railways. While leaving his office he suffered a heart seizure. For Children's Hacking Coughs, Woods' Great Peppermint Cure. bbox=[136, 30, 249, 983]
story: The Vice-President of the Croatian Peasants' Party, in a violently provocative speech, accused Premier Korosec of Serbia, of advising the Emperor to abandon Croatia. Mr Radic, ill, is in need of complete rest. An immediate session of the Skupshtina is expected. bbox=[136, 816, 249, 893]
story: AMUNDSEN'S FATE. OSLO, Aug. 3. Though the expedition is continuing operations, hope for Amundsen has been abandoned. The result of the Italian inquiry is eagerly awaited, but it is doubted whether the whole tragic story will be published. bbox=[136, 168, 249, 246]
story: A message this week stated there were objections by the Howard League for penal reform to the Mental Defectives Bill, but the League wishes it to be understood that it approves of the general principles of the Bill. bbox=[376, 443, 500, 504]
atwater-kent-speaker-ad: STEP IN! Here's the Speaker to bring the best out of your new receiver or improve the tone quality of your old one. ATWATER KENT RADIO SPEAKER DEMONSTRATIONS GIVEN. TOMLINSON & GIFFORD REVELL STREET — HOKITIKA. SOLE AGENTS. bbox=[629, 354, 736, 704]
